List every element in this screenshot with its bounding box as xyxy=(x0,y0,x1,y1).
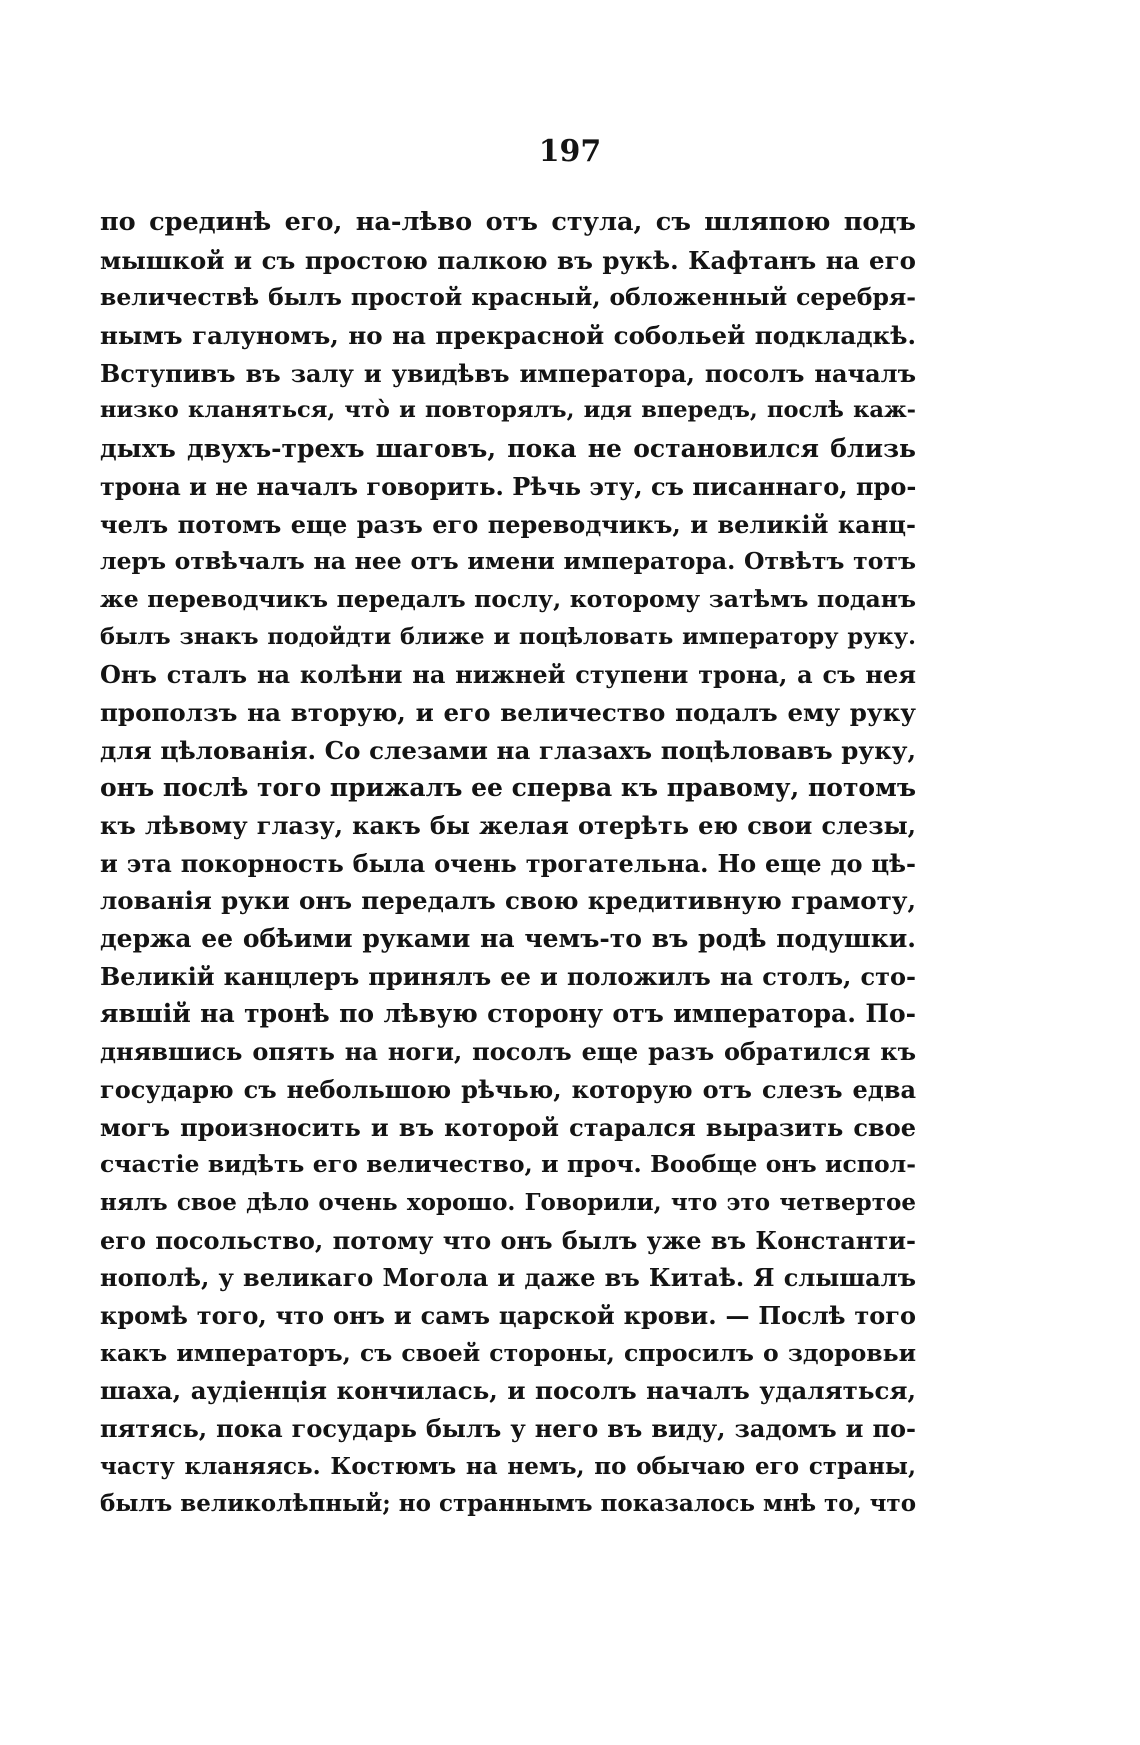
text-line: къ лѣвому глазу, какъ бы желая отерѣть ею свои слезы, xyxy=(100,811,916,840)
body-text xyxy=(100,204,916,1523)
text-line: дыхъ двухъ-трехъ шаговъ, пока не остановился близь xyxy=(100,434,916,464)
text-line: нополѣ, у великаго Могола и даже въ Китаѣ. Я слышалъ xyxy=(100,1263,916,1293)
text-line: низко кланяться, что̀ и повторялъ, идя впередъ, послѣ каж- xyxy=(100,397,916,424)
text-line: былъ великолѣпный; но страннымъ показалось мнѣ то, что xyxy=(100,1490,917,1518)
text-line: какъ императоръ, съ своей стороны, спросилъ о здоровьи xyxy=(100,1338,916,1367)
text-line: держа ее обѣими руками на чемъ-то въ родѣ подушки. xyxy=(100,924,916,954)
text-line: пятясь, пока государь былъ у него въ виду, задомъ и по- xyxy=(100,1414,916,1443)
text-line: днявшись опять на ноги, посолъ еще разъ обратился къ xyxy=(100,1037,916,1067)
text-line: его посольство, потому что онъ былъ уже въ Константи- xyxy=(100,1225,916,1255)
text-line: Вступивъ въ залу и увидѣвъ императора, посолъ началъ xyxy=(100,358,916,388)
text-line: могъ произносить и въ которой старался выразить свое xyxy=(100,1112,916,1142)
page-number: 197 xyxy=(538,134,602,169)
text-line: леръ отвѣчалъ на нее отъ имени императора. Отвѣтъ тотъ xyxy=(100,547,916,576)
text-line: нымъ галуномъ, но на прекрасной собольей подкладкѣ. xyxy=(100,321,916,351)
text-line: Великій канцлеръ принялъ ее и положилъ на столъ, сто- xyxy=(100,961,916,991)
text-line: челъ потомъ еще разъ его переводчикъ, и великій канц- xyxy=(100,509,916,539)
text-line: же переводчикъ передалъ послу, которому затѣмъ поданъ xyxy=(100,584,916,613)
text-line: величествѣ былъ простой красный, обложенный серебря- xyxy=(100,283,916,312)
text-line: трона и не началъ говорить. Рѣчь эту, съ писаннаго, про- xyxy=(100,471,917,501)
text-line: по срединѣ его, на-лѣво отъ стула, съ шляпою подъ xyxy=(100,207,916,237)
text-line: онъ послѣ того прижалъ ее сперва къ правому, потомъ xyxy=(100,773,916,803)
text-line: шаха, аудіенція кончилась, и посолъ началъ удаляться, xyxy=(100,1376,916,1406)
text-line: счастіе видѣть его величество, и проч. Вообще онъ испол- xyxy=(100,1150,916,1179)
text-line: лованія руки онъ передалъ свою кредитивную грамоту, xyxy=(100,886,916,916)
text-line: былъ знакъ подойдти ближе и поцѣловать императору руку. xyxy=(100,623,916,650)
text-line: часту кланяясь. Костюмъ на немъ, по обычаю его страны, xyxy=(100,1452,916,1480)
text-line: проползъ на вторую, и его величество подалъ ему руку xyxy=(100,697,916,727)
text-line: для цѣлованія. Со слезами на глазахъ поцѣловавъ руку, xyxy=(100,735,916,765)
text-line: явшій на тронѣ по лѣвую сторону отъ императора. По- xyxy=(100,999,916,1029)
text-line: государю съ небольшою рѣчью, которую отъ слезъ едва xyxy=(100,1074,916,1104)
text-line: кромѣ того, что онъ и самъ царской крови. — Послѣ того xyxy=(100,1300,916,1330)
text-line: Онъ сталъ на колѣни на нижней ступени трона, а съ нея xyxy=(100,660,916,690)
text-line: нялъ свое дѣло очень хорошо. Говорили, что это четвертое xyxy=(100,1188,916,1216)
text-line: мышкой и съ простою палкою въ рукѣ. Кафтанъ на его xyxy=(100,245,916,275)
text-line: и эта покорность была очень трогательна. Но еще до цѣ- xyxy=(100,848,916,878)
